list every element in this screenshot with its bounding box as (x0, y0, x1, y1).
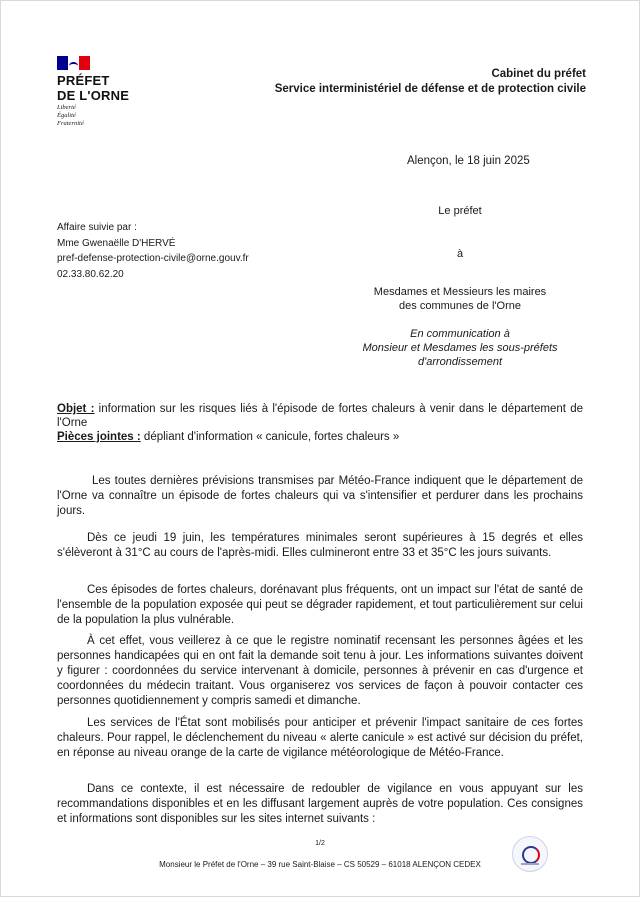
prefecture-brand (57, 73, 129, 103)
body-paragraph: Ces épisodes de fortes chaleurs, dorénavant plus fréquents, ont un impact sur l'état de santé de l'ensemble de la population exposée qui peut se dégrader rapidement, et tout particulièrement sur celui de la population la plus vulnérable. (57, 584, 583, 626)
contact-phone: 02.33.80.62.20 (57, 268, 124, 280)
recipient-block (360, 285, 560, 313)
recipient-preposition: à (456, 248, 464, 260)
copy-line-3: d'arrondissement (417, 356, 503, 368)
copy-recipients (360, 327, 560, 369)
motto-liberte: Liberté (57, 104, 76, 111)
service-stamp-icon (512, 836, 548, 872)
republic-motto (57, 104, 84, 128)
subject-label: Objet : (57, 403, 95, 415)
body-paragraph: Les toutes dernières prévisions transmises par Météo-France indiquent que le département de l'Orne va connaître un épisode de fortes chaleurs qui va s'intensifier et perdurer dans les prochains jours. (57, 475, 583, 517)
contact-label: Affaire suivie par : (57, 222, 137, 233)
attachments-line (57, 431, 399, 443)
recipient-line-2: des communes de l'Orne (399, 300, 521, 312)
contact-name: Mme Gwenaëlle D'HERVÉ (57, 237, 176, 249)
copy-line-1: En communication à (410, 328, 510, 340)
sender-title: Le préfet (438, 205, 482, 217)
page-number: 1/2 (315, 840, 325, 847)
copy-line-2: Monsieur et Mesdames les sous-préfets (362, 342, 558, 354)
motto-fraternite: Fraternité (57, 120, 84, 127)
contact-email: pref-defense-protection-civile@orne.gouv.fr (57, 253, 249, 264)
attachments-text: dépliant d'information « canicule, fortes chaleurs » (140, 431, 400, 443)
service-title: Service interministériel de défense et de protection civile (274, 83, 586, 95)
recipient-line-1: Mesdames et Messieurs les maires (373, 286, 547, 298)
subject-line (57, 402, 583, 430)
subject-text: information sur les risques liés à l'épisode de fortes chaleurs à venir dans le département de l'Orne (57, 403, 583, 429)
body-paragraph: À cet effet, vous veillerez à ce que le registre nominatif recensant les personnes âgées et les personnes handicapées qui en ont fait la demande soit tenu à jour. Les informations suivantes doivent y figurer : coordonnées du service intervenant à domicile, personnes à prévenir en cas d'urgence et coordonnées du médecin traitant. Vous organiserez vos services de façon à pouvoir contacter ces personnes quotidiennement y compris samedi et dimanche. (57, 635, 583, 707)
brand-line-1: PRÉFET (57, 73, 110, 88)
attachments-label: Pièces jointes : (57, 431, 141, 443)
body-paragraph: Dès ce jeudi 19 juin, les températures minimales seront supérieures à 15 degrés et elles s'élèveront à 31°C au cours de l'après-midi. Elles culmineront entre 33 et 35°C les jours suivants. (57, 532, 583, 559)
body-paragraph: Les services de l'État sont mobilisés pour anticiper et prévenir l'impact sanitaire de ces fortes chaleurs. Pour rappel, le déclenchement du niveau « alerte canicule » est activé sur décision du préfet, en réponse au niveau orange de la carte de vigilance météorologique de Météo-France. (57, 717, 583, 759)
case-contact (57, 220, 249, 282)
cabinet-title: Cabinet du préfet (491, 68, 586, 80)
issuing-service (275, 67, 586, 97)
footer-address: Monsieur le Préfet de l'Orne – 39 rue Saint-Blaise – CS 50529 – 61018 ALENÇON CEDEX (159, 860, 481, 869)
letter-date: Alençon, le 18 juin 2025 (407, 155, 530, 167)
body-paragraph: Dans ce contexte, il est nécessaire de redoubler de vigilance en vous appuyant sur les recommandations disponibles et en les diffusant largement auprès de votre population. Ces consignes et informations sont disponibles sur les sites internet suivants : (57, 783, 583, 825)
brand-line-2: DE L'ORNE (57, 88, 130, 103)
motto-egalite: Égalité (57, 112, 76, 119)
marianne-flag-icon (57, 56, 90, 70)
